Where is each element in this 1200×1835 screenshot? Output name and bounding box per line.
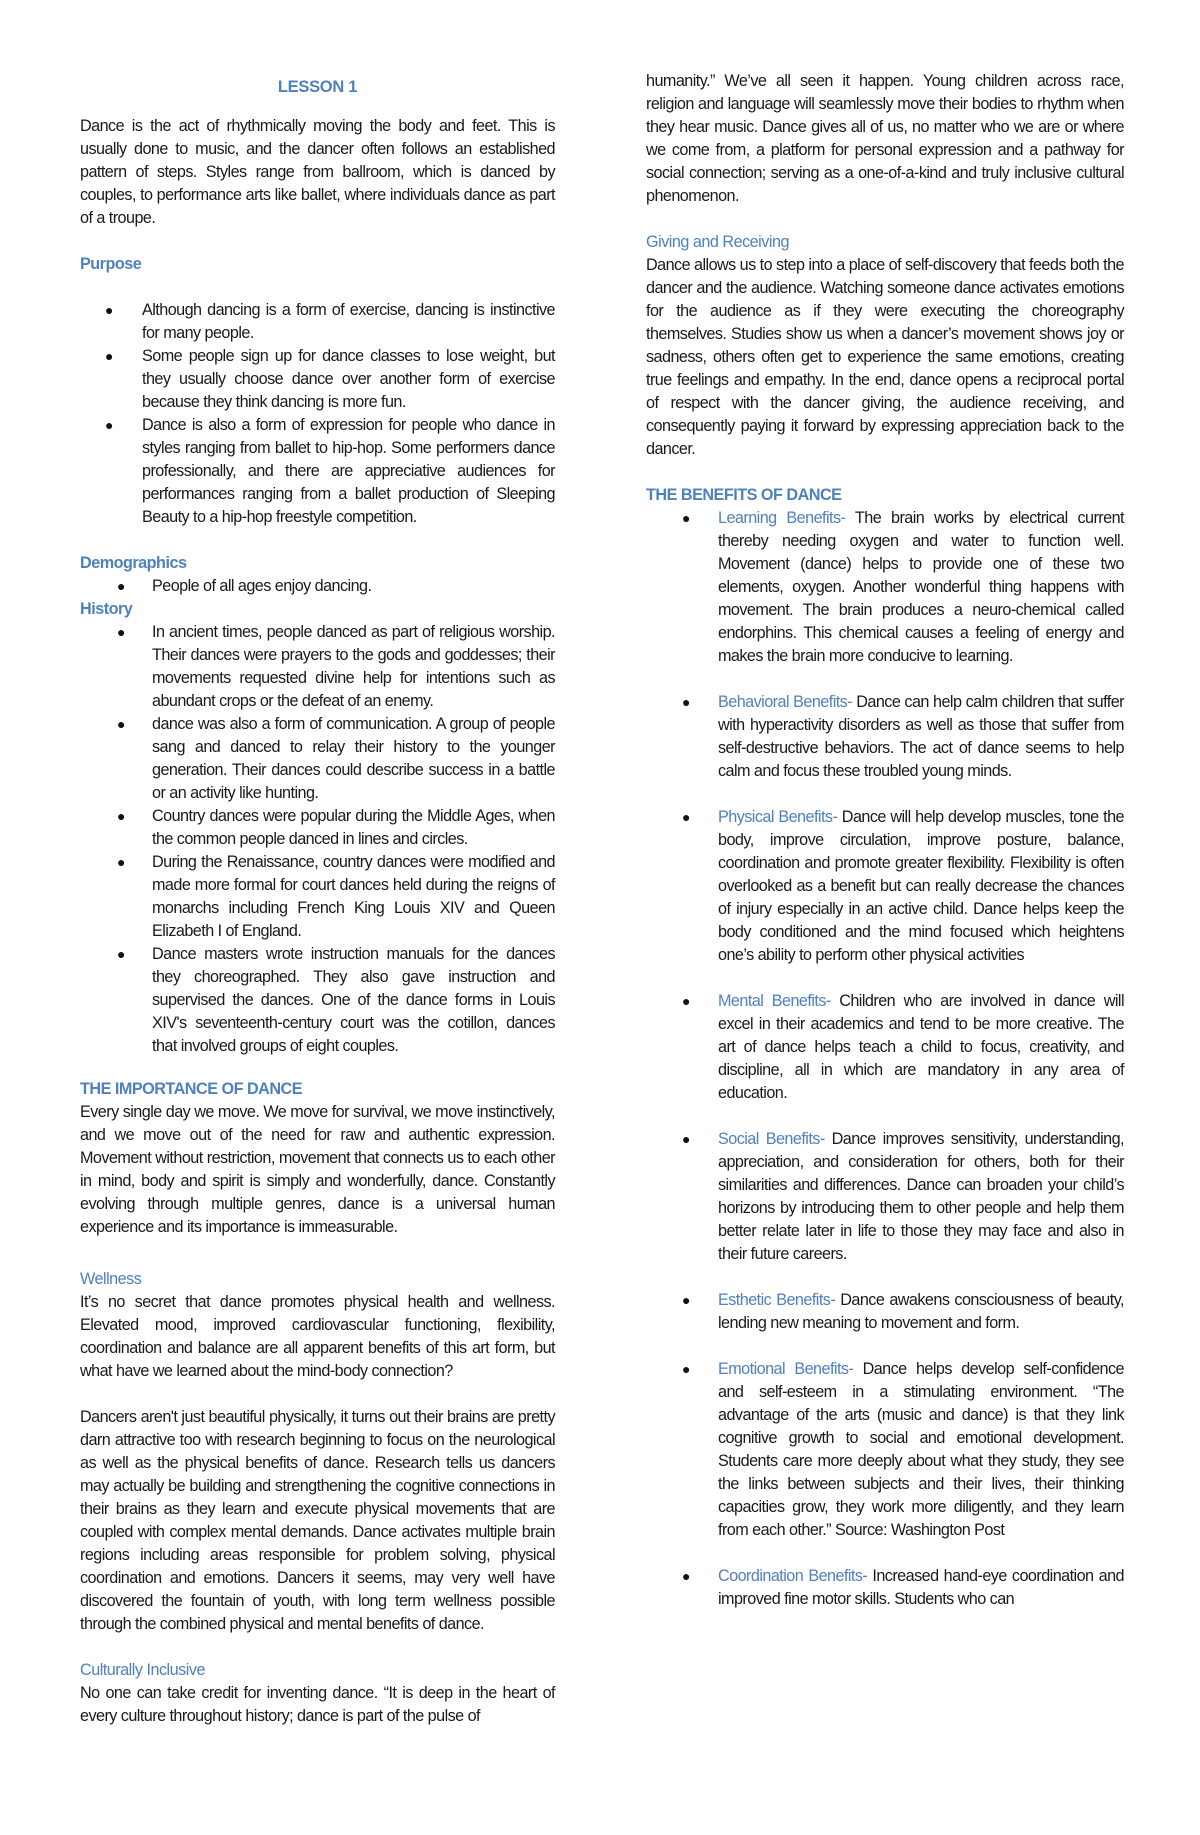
list-item: ● Learning Benefits- The brain works by electrical current thereby needing oxygen and water to function well. Movement (dance) helps to provide one of these two elements, oxygen. Another wonderful thing happens with movement. The brain produces a neuro-chemical called endorphins. This chemical causes a feeling of energy and makes the brain more conducive to learning. bbox=[682, 509, 1124, 665]
bullet-icon: ● bbox=[117, 854, 125, 870]
list-item: ● Some people sign up for dance classes to lose weight, but they usually choose dance over another form of exercise because they think dancing is more fun. bbox=[105, 347, 555, 411]
bullet-icon: ● bbox=[117, 946, 125, 962]
bullet-icon: ● bbox=[682, 993, 690, 1009]
benefit-label: Learning Benefits- bbox=[718, 509, 846, 527]
benefits-heading: THE BENEFITS OF DANCE bbox=[646, 486, 842, 504]
bullet-icon: ● bbox=[105, 348, 113, 364]
list-item: ● Dance masters wrote instruction manuals for the dances they choreographed. They also gave instruction and supervised the dances. One of the dance forms in Louis XIV's seventeenth-century court was the cotillon, dances that involved groups of eight couples. bbox=[117, 945, 555, 1055]
bullet-icon: ● bbox=[117, 578, 125, 594]
list-item: ● Coordination Benefits- Increased hand-eye coordination and improved fine motor skills. Students who can bbox=[682, 1567, 1124, 1608]
list-item: ● Behavioral Benefits- Dance can help calm children that suffer with hyperactivity disorders as well as those that suffer from self-destructive behaviors. The act of dance seems to help calm and focus these troubled young minds. bbox=[682, 693, 1124, 780]
importance-heading: THE IMPORTANCE OF DANCE bbox=[80, 1080, 303, 1098]
wellness-heading: Wellness bbox=[80, 1270, 142, 1288]
list-item: ● Country dances were popular during the Middle Ages, when the common people danced in lines and circles. bbox=[117, 807, 555, 848]
bullet-icon: ● bbox=[682, 694, 690, 710]
right-column bbox=[646, 70, 1124, 1611]
demographics-heading: Demographics bbox=[80, 554, 187, 572]
bullet-icon: ● bbox=[117, 808, 125, 824]
left-column bbox=[80, 70, 555, 1728]
demographics-list bbox=[80, 575, 555, 598]
bullet-icon: ● bbox=[105, 417, 113, 433]
bullet-icon: ● bbox=[682, 1292, 690, 1308]
giving-receiving-heading: Giving and Receiving bbox=[646, 233, 789, 251]
list-item: ● Esthetic Benefits- Dance awakens consciousness of beauty, lending new meaning to movement and form. bbox=[682, 1291, 1124, 1332]
list-item: ● Mental Benefits- Children who are involved in dance will excel in their academics and tend to be more creative. The art of dance helps teach a child to focus, creativity, and discipline, all in which are mandatory in any area of education. bbox=[682, 992, 1124, 1102]
benefit-label: Behavioral Benefits- bbox=[718, 693, 853, 711]
history-list bbox=[80, 621, 555, 1058]
list-item: ● Dance is also a form of expression for people who dance in styles ranging from ballet to hip-hop. Some performers dance professionally, and there are appreciative audiences for performances ranging from a ballet production of Sleeping Beauty to a hip-hop freestyle competition. bbox=[105, 416, 555, 526]
purpose-list bbox=[80, 299, 555, 529]
purpose-heading: Purpose bbox=[80, 255, 142, 273]
benefit-label: Mental Benefits- bbox=[718, 992, 831, 1010]
list-item: ● Although dancing is a form of exercise, dancing is instinctive for many people. bbox=[105, 301, 555, 342]
list-item: ● Emotional Benefits- Dance helps develop self-confidence and self-esteem in a stimulating environment. “The advantage of the arts (music and dance) is that they link cognitive growth to social and emotional development. Students care more deeply about what they study, they see the links between subjects and their lives, their thinking capacities grow, they work more diligently, and they learn from each other.” Source: Washington Post bbox=[682, 1360, 1124, 1539]
list-item: ● dance was also a form of communication. A group of people sang and danced to relay their history to the younger generation. Their dances could describe success in a battle or an activity like hunting. bbox=[117, 715, 555, 802]
bullet-icon: ● bbox=[682, 1568, 690, 1584]
culturally-inclusive-paragraph-continued: humanity.” We’ve all seen it happen. Young children across race, religion and language will seamlessly move their bodies to rhythm when they hear music. Dance gives all of us, no matter who we are or where we come from, a platform for personal expression and a pathway for social connection; serving as a one-of-a-kind and truly inclusive cultural phenomenon. bbox=[646, 72, 1124, 205]
benefit-label: Physical Benefits- bbox=[718, 808, 838, 826]
wellness-paragraph-2: Dancers aren't just beautiful physically, it turns out their brains are pretty darn attractive too with research beginning to focus on the neurological as well as the physical benefits of dance. Research tells us dancers may actually be building and strengthening the cognitive connections in their brains as they learn and execute physical movements that are coupled with complex mental demands. Dance activates multiple brain regions including areas responsible for problem solving, physical coordination and emotions. Dancers it seems, may very well have discovered the fountain of youth, with long term wellness possible through the combined physical and mental benefits of dance. bbox=[80, 1408, 555, 1633]
bullet-icon: ● bbox=[117, 716, 125, 732]
list-item: ● Social Benefits- Dance improves sensitivity, understanding, appreciation, and consideration for others, both for their similarities and differences. Dance can broaden your child’s horizons by introducing them to other people and help them better relate later in life to those they may face and also in their future careers. bbox=[682, 1130, 1125, 1263]
list-item: ● During the Renaissance, country dances were modified and made more formal for court dances held during the reigns of monarchs including French King Louis XIV and Queen Elizabeth I of England. bbox=[117, 853, 555, 940]
culturally-inclusive-paragraph-start: No one can take credit for inventing dance. “It is deep in the heart of every culture throughout history; dance is part of the pulse of bbox=[80, 1684, 555, 1725]
list-item: ● People of all ages enjoy dancing. bbox=[80, 575, 555, 598]
bullet-icon: ● bbox=[682, 809, 690, 825]
wellness-paragraph-1: It’s no secret that dance promotes physical health and wellness. Elevated mood, improved cardiovascular functioning, flexibility, coordination and balance are all apparent benefits of this art form, but what have we learned about the mind-body connection? bbox=[80, 1293, 555, 1380]
bullet-icon: ● bbox=[117, 624, 125, 640]
history-heading: History bbox=[80, 600, 133, 618]
benefit-label: Esthetic Benefits- bbox=[718, 1291, 836, 1309]
benefit-label: Social Benefits- bbox=[718, 1130, 825, 1148]
culturally-inclusive-heading: Culturally Inclusive bbox=[80, 1661, 205, 1679]
benefits-list bbox=[646, 507, 1124, 1611]
list-item: ● In ancient times, people danced as part of religious worship. Their dances were prayers to the gods and goddesses; their movements requested divine help for intentions such as abundant crops or the defeat of an enemy. bbox=[117, 623, 555, 710]
giving-receiving-paragraph: Dance allows us to step into a place of self-discovery that feeds both the dancer and the audience. Watching someone dance activates emotions for the audience as if they were executing the choreography themselves. Studies show us when a dancer’s movement shows joy or sadness, others often get to experience the same emotions, creating true feelings and empathy. In the end, dance opens a reciprocal portal of respect with the dancer giving, the audience receiving, and consequently paying it forward by expressing appreciation back to the dancer. bbox=[646, 256, 1124, 458]
bullet-icon: ● bbox=[682, 1131, 690, 1147]
bullet-icon: ● bbox=[105, 302, 113, 318]
intro-paragraph: Dance is the act of rhythmically moving the body and feet. This is usually done to music, and the dancer often follows an established pattern of steps. Styles range from ballroom, which is danced by couples, to performance arts like ballet, where individuals dance as part of a troupe. bbox=[80, 117, 555, 227]
list-item: ● Physical Benefits- Dance will help develop muscles, tone the body, improve circulation, improve posture, balance, coordination and promote greater flexibility. Flexibility is often overlooked as a benefit but can really decrease the chances of injury especially in an active child. Dance helps keep the body conditioned and the mind focused which heightens one’s ability to perform other physical activities bbox=[682, 808, 1124, 964]
benefit-label: Coordination Benefits- bbox=[718, 1567, 868, 1585]
bullet-icon: ● bbox=[682, 510, 690, 526]
bullet-icon: ● bbox=[682, 1361, 690, 1377]
importance-paragraph: Every single day we move. We move for survival, we move instinctively, and we move out of the need for raw and authentic expression. Movement without restriction, movement that connects us to each other in mind, body and spirit is simply and wonderfully, dance. Constantly evolving through multiple genres, dance is a universal human experience and its importance is immeasurable. bbox=[80, 1103, 555, 1236]
lesson-title: LESSON 1 bbox=[277, 78, 358, 96]
benefit-label: Emotional Benefits- bbox=[718, 1360, 854, 1378]
